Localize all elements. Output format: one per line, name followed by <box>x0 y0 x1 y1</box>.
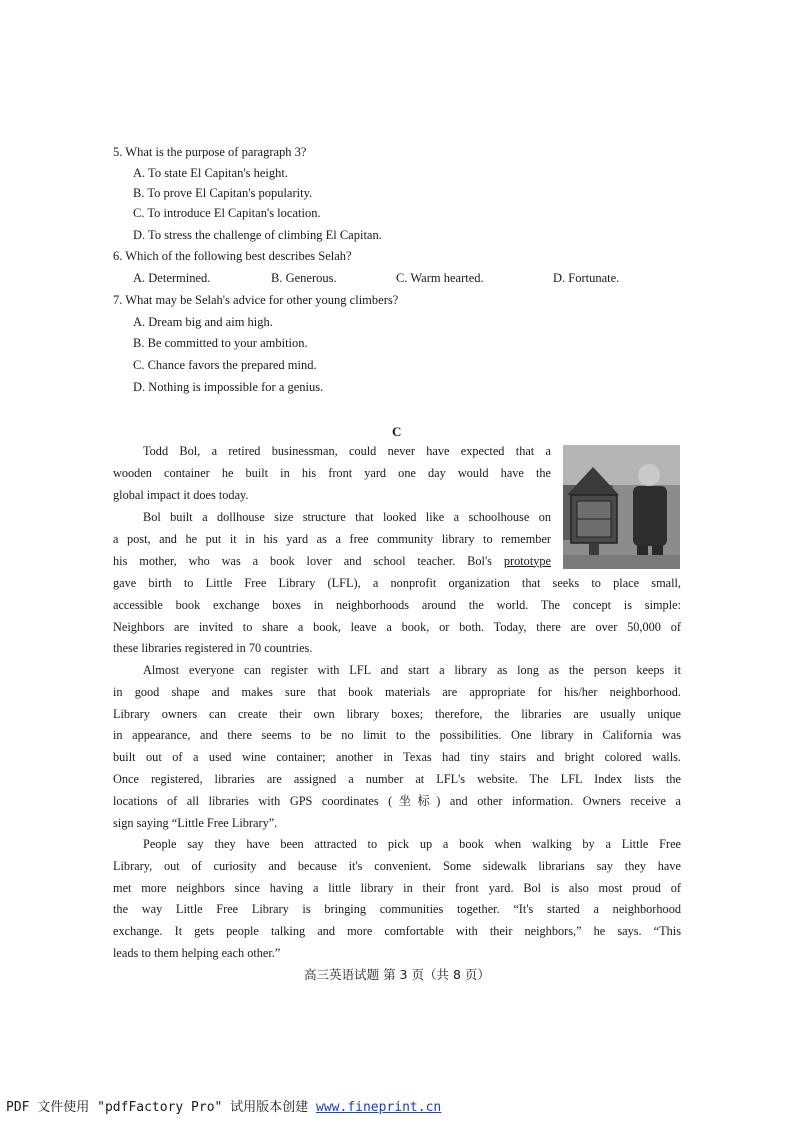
question-5-option-b: B. To prove El Capitan's popularity. <box>133 186 313 200</box>
paragraph-4-line-4: the way Little Free Library is bringing communities together. “It's started a neighborhood <box>113 902 681 917</box>
passage-paragraph-1 <box>113 441 551 506</box>
passage-paragraph-4 <box>113 834 681 965</box>
paragraph-3-line-6: Once registered, libraries are assigned a number at LFL's website. The LFL Index lists the <box>113 771 681 786</box>
paragraph-2-line-3-text: his mother, who was a book lover and school teacher. Bol's <box>113 553 504 568</box>
section-title: C <box>392 424 402 439</box>
paragraph-3-line-7: locations of all libraries with GPS coordinates (坐标) and other information. Owners receive a <box>113 793 681 808</box>
question-7-option-a: A. Dream big and aim high. <box>133 315 273 329</box>
library-box-photo <box>563 445 680 569</box>
question-7-stem: 7. What may be Selah's advice for other young climbers? <box>113 293 399 307</box>
prototype-word: prototype <box>503 553 551 568</box>
question-6-option-d: D. Fortunate. <box>553 271 620 285</box>
paragraph-4-line-6: leads to them helping each other.” <box>113 945 281 960</box>
question-6-stem: 6. Which of the following best describes Selah? <box>113 249 352 263</box>
page-footer: 高三英语试题 第 3 页（共 8 页） <box>304 967 490 982</box>
paragraph-4-line-5: exchange. It gets people talking and more comfortable with their neighbors,” he says. “This <box>113 924 681 939</box>
paragraph-3-line-2: in good shape and makes sure that book materials are appropriate for his/her neighborhood. <box>113 684 681 699</box>
question-5-option-c: C. To introduce El Capitan's location. <box>133 206 321 220</box>
paragraph-1-line-2: wooden container he built in his front yard one day would have the <box>113 465 551 480</box>
paragraph-2-line-1: Bol built a dollhouse size structure that looked like a schoolhouse on <box>143 510 551 524</box>
photo-illustration <box>563 445 680 569</box>
paragraph-2-line-6: Neighbors are invited to share a book, leave a book, or both. Today, there are over 50,000 of <box>113 619 681 634</box>
paragraph-1-line-1: Todd Bol, a retired businessman, could never have expected that a <box>143 444 551 458</box>
paragraph-4-line-3: met more neighbors since having a little library in their front yard. Bol is also most proud of <box>113 880 681 895</box>
paragraph-2-line-5: accessible book exchange boxes in neighborhoods around the world. The concept is simple: <box>113 597 681 612</box>
paragraph-2-line-3 <box>113 551 551 573</box>
question-7-option-d: D. Nothing is impossible for a genius. <box>133 380 324 394</box>
paragraph-1-line-3: global impact it does today. <box>113 487 249 502</box>
question-7-option-c: C. Chance favors the prepared mind. <box>133 358 317 372</box>
paragraph-2-line-2: a post, and he put it in his yard as a free community library to remember <box>113 531 551 546</box>
pdf-creator-note <box>6 1096 441 1115</box>
paragraph-4-line-1: People say they have been attracted to pick up a book when walking by a Little Free <box>143 837 681 851</box>
paragraph-2-line-4: gave birth to Little Free Library (LFL), a nonprofit organization that seeks to place small, <box>113 576 681 590</box>
question-6-option-c: C. Warm hearted. <box>396 271 484 285</box>
question-5-option-d: D. To stress the challenge of climbing El Capitan. <box>133 228 382 242</box>
passage-paragraph-2-bottom <box>113 573 681 660</box>
paragraph-3-line-4: in appearance, and there seems to be no limit to the possibilities. One library in California was <box>113 728 681 743</box>
paragraph-3-line-5: built out of a used wine container; another in Texas had tiny stairs and bright colored walls. <box>113 750 681 765</box>
paragraph-3-line-8: sign saying “Little Free Library”. <box>113 815 278 830</box>
question-6-option-a: A. Determined. <box>133 271 211 285</box>
pdf-note-text: PDF 文件使用 "pdfFactory Pro" 试用版本创建 <box>6 1100 317 1115</box>
paragraph-2-line-7: these libraries registered in 70 countries. <box>113 641 313 656</box>
passage-paragraph-3 <box>113 660 681 834</box>
question-5-stem: 5. What is the purpose of paragraph 3? <box>113 145 307 159</box>
passage-paragraph-2-top <box>113 507 551 572</box>
question-6-option-b: B. Generous. <box>271 271 337 285</box>
paragraph-3-line-1: Almost everyone can register with LFL and start a library as long as the person keeps it <box>143 663 681 677</box>
paragraph-4-line-2: Library, out of curiosity and because it's convenient. Some sidewalk librarians say they have <box>113 858 681 873</box>
question-7-option-b: B. Be committed to your ambition. <box>133 336 308 350</box>
question-5-option-a: A. To state El Capitan's height. <box>133 166 288 180</box>
paragraph-3-line-3: Library owners can create their own library boxes; therefore, the libraries are usually unique <box>113 706 681 721</box>
fineprint-link[interactable]: www.fineprint.cn <box>316 1100 442 1115</box>
